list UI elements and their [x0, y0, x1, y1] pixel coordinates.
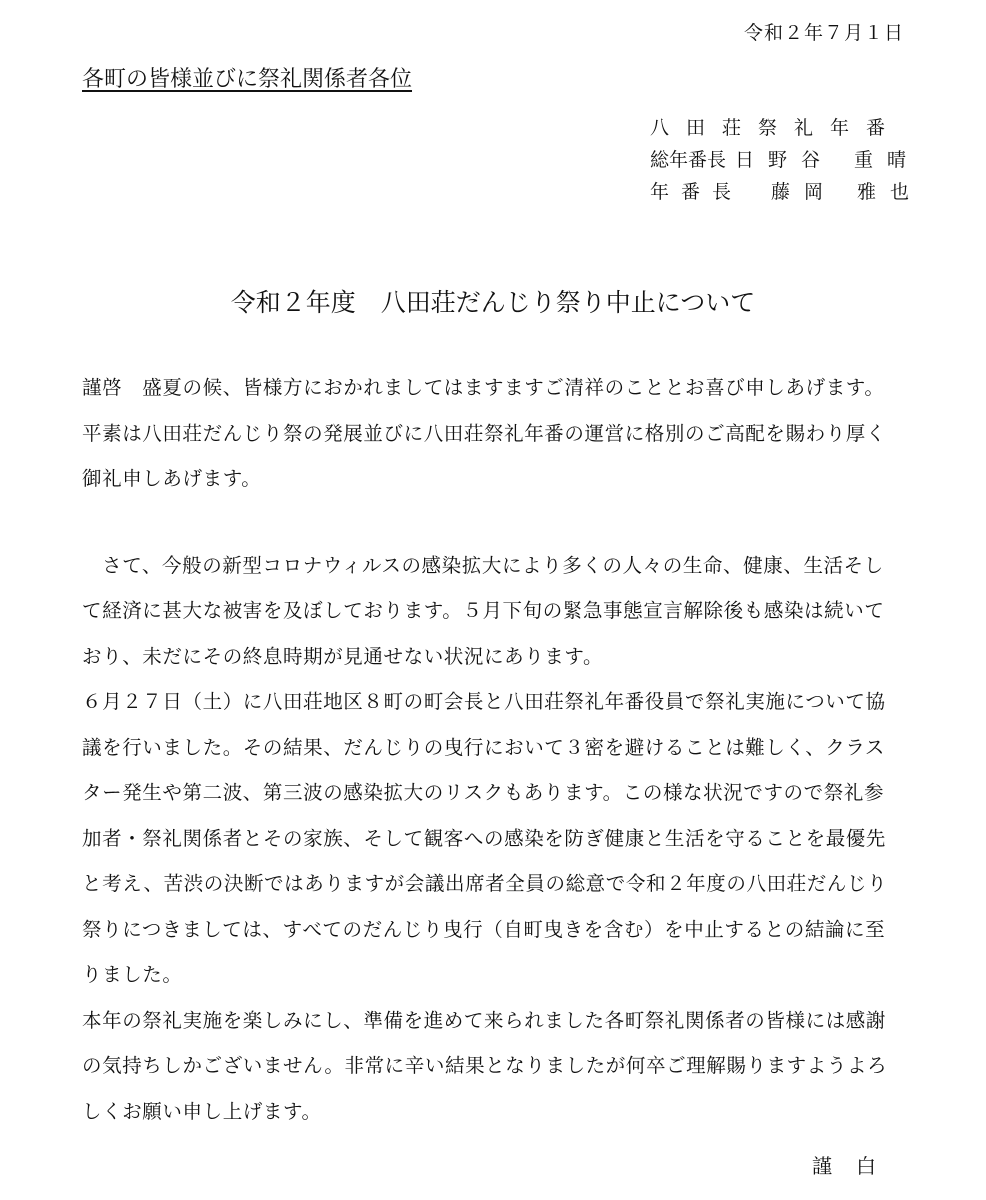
addressee: 各町の皆様並びに祭礼関係者各位 [82, 67, 413, 92]
text-line: ６月２７日（土）に八田荘地区８町の町会長と八田荘祭礼年番役員で祭礼実施について協 [82, 690, 886, 713]
text-line: ター発生や第二波、第三波の感染拡大のリスクもあります。この様な状況ですので祭礼参 [82, 781, 885, 804]
text-line: 謹啓 盛夏の候、皆様方におかれましてはますますご清祥のこととお喜び申しあげます。 [82, 376, 885, 399]
closing-phrase: 謹白 [812, 1154, 900, 1178]
text-line: りました。 [82, 963, 183, 986]
text-line: 議を行いました。その結果、だんじりの曳行において３密を避けることは難しく、クラス [82, 735, 886, 759]
main-paragraph [82, 551, 912, 1143]
text-line: の気持ちしかございません。非常に辛い結果となりましたが何卒ご理解賜りますようよろ [82, 1054, 888, 1077]
document-title: 令和２年度 八田荘だんじり祭り中止について [230, 288, 756, 317]
text-line: おり、未だにその終息時期が見通せない状況にあります。 [82, 644, 604, 668]
text-line: 加者・祭礼関係者とその家族、そして観客への感染を防ぎ健康と生活を守ることを最優先 [82, 826, 887, 850]
sender-member-line [650, 174, 924, 206]
text-line: 本年の祭礼実施を楽しみにし、準備を進めて来られました各町祭礼関係者の皆様には感謝 [82, 1008, 887, 1032]
letter-date: 令和２年７月１日 [743, 22, 904, 44]
text-line: と考え、苦渋の決断ではありますが会議出席者全員の総意で令和２年度の八田荘だんじり [82, 872, 888, 895]
sender-block [650, 110, 924, 206]
text-line: 祭りにつきましては、すべてのだんじり曳行（自町曳きを含む）を中止するとの結論に至 [82, 917, 886, 941]
sender-organization: 八田荘祭礼年番 [650, 116, 903, 139]
member-role: 年番長 [650, 180, 744, 203]
chief-name: 日野谷 重晴 [734, 148, 920, 171]
letter-body [82, 373, 912, 1142]
text-line: て経済に甚大な被害を及ぼしております。５月下旬の緊急事態宣言解除後も感染は続いて [82, 599, 885, 622]
text-line: 平素は八田荘だんじり祭の発展並びに八田荘祭礼年番の運営に格別のご高配を賜わり厚く [82, 421, 887, 445]
text-line: さて、今般の新型コロナウィルスの感染拡大により多くの人々の生命、健康、生活そし [82, 553, 884, 577]
sender-chief-line [650, 142, 920, 174]
sender-org-line [650, 110, 920, 142]
greeting-paragraph [82, 373, 912, 510]
member-name: 藤岡 雅也 [771, 180, 924, 203]
text-line: しくお願い申し上げます。 [82, 1099, 322, 1123]
chief-role: 総年番長 [650, 148, 727, 171]
text-line: 御礼申しあげます。 [82, 467, 262, 490]
paragraph-gap [82, 510, 912, 551]
